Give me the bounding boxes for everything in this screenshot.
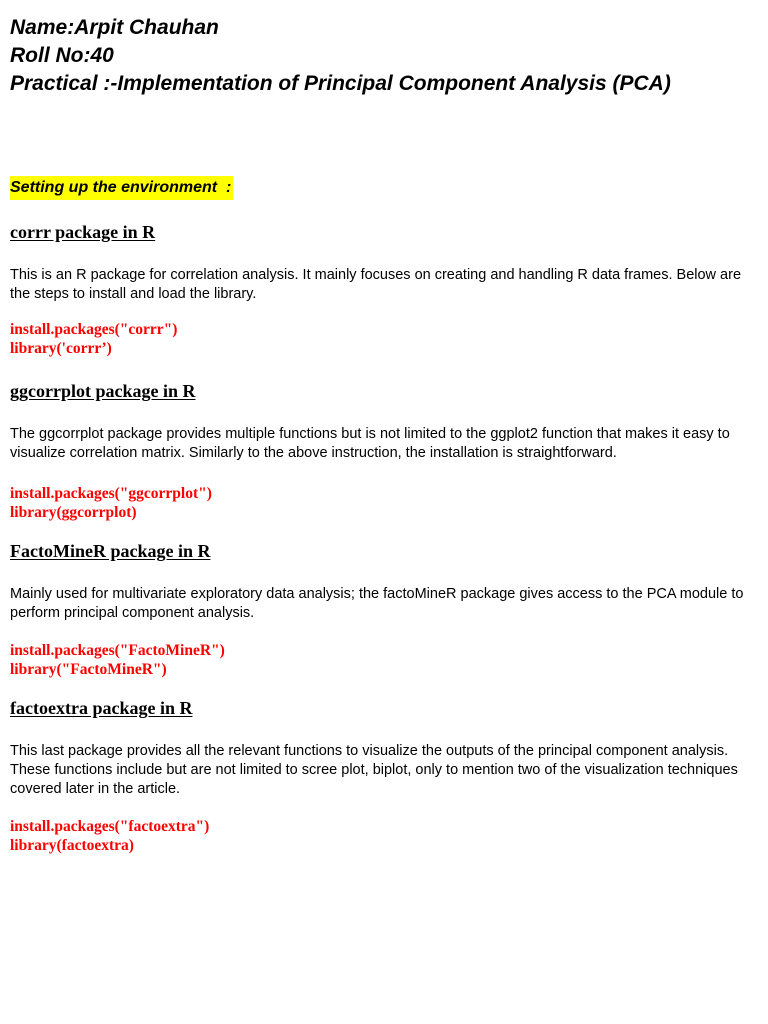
code-block-corrr [10,320,177,358]
code-line: library(factoextra) [10,837,134,854]
section-heading-ggcorrplot: ggcorrplot package in R [10,381,196,401]
code-line: install.packages("factoextra") [10,818,210,835]
practical-title: Practical :-Implementation of Principal Component Analysis (PCA) [10,72,671,95]
code-line: install.packages("FactoMineR") [10,642,225,659]
code-line: library('corrr’) [10,340,112,357]
code-line: library(ggcorrplot) [10,504,137,521]
student-name: Name:Arpit Chauhan [10,16,219,39]
code-block-factoextra [10,817,209,855]
setup-environment-label: Setting up the environment : [10,176,233,200]
section-heading-factominer: FactoMineR package in R [10,541,211,561]
roll-number: Roll No:40 [10,44,114,67]
code-line: install.packages("ggcorrplot") [10,485,212,502]
section-description-factoextra: This last package provides all the relevant functions to visualize the outputs of the principal component analysis. These functions include but are not limited to scree plot, biplot, only to mention two of the visualization techniques covered later in the article. [10,743,738,797]
section-heading-corrr: corrr package in R [10,222,156,242]
code-block-ggcorrplot [10,484,212,522]
code-block-factominer [10,641,225,679]
section-heading-factoextra: factoextra package in R [10,698,193,718]
code-line: install.packages("corrr") [10,321,178,338]
section-description-factominer: Mainly used for multivariate exploratory data analysis; the factoMineR package gives access to the PCA module to perform principal component analysis. [10,586,744,621]
code-line: library("FactoMineR") [10,661,167,678]
section-description-corrr: This is an R package for correlation analysis. It mainly focuses on creating and handling R data frames. Below are the steps to install and load the library. [10,267,742,302]
section-description-ggcorrplot: The ggcorrplot package provides multiple functions but is not limited to the ggplot2 function that makes it easy to visualize correlation matrix. Similarly to the above instruction, the installation is straightforward. [10,426,730,461]
